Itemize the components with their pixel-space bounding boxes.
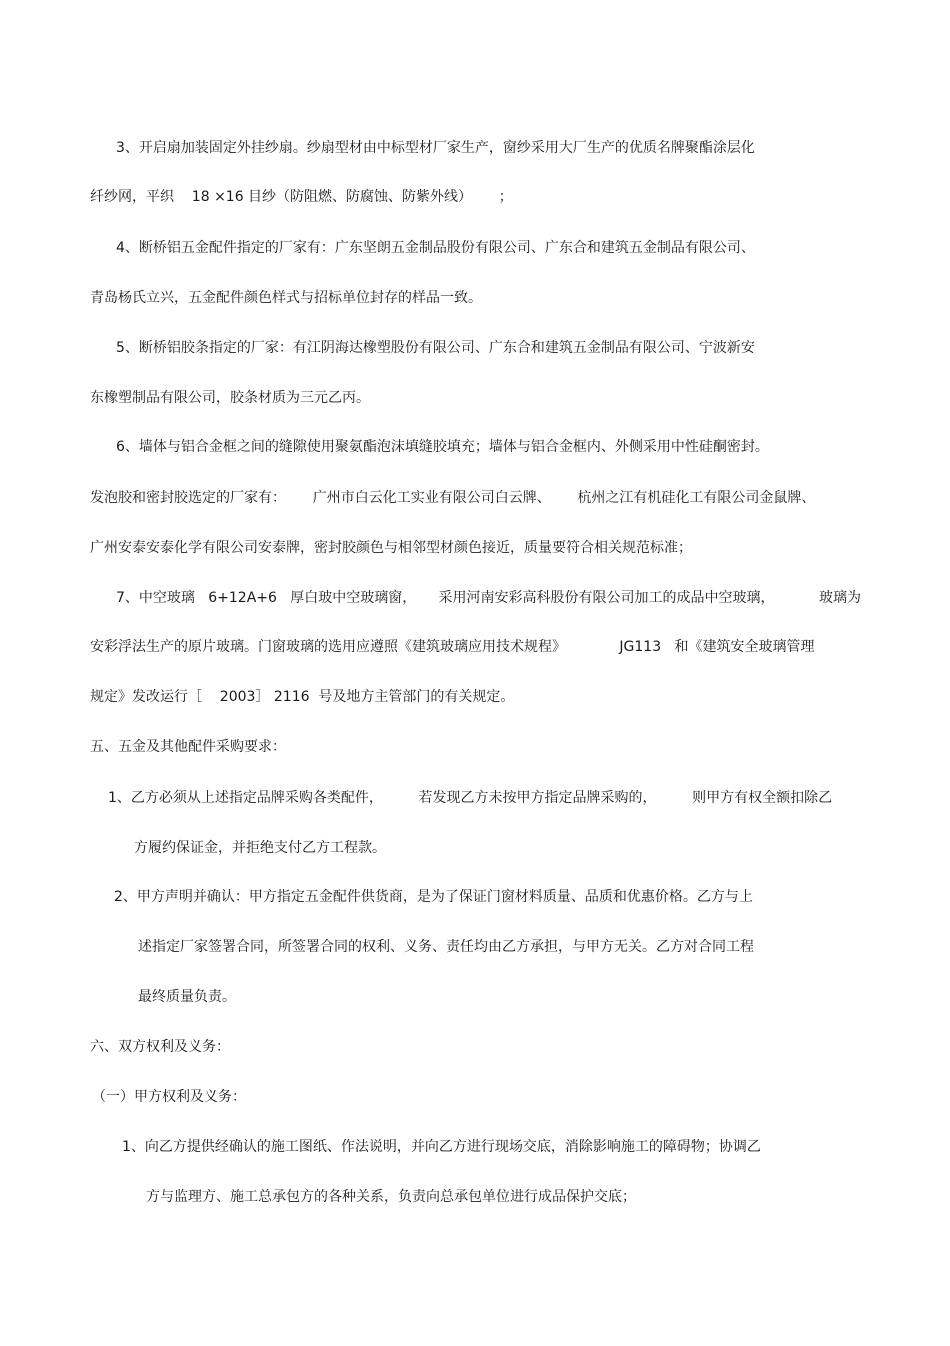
subsection-1-item-1-line-2: 方与监理方、施工总承包方的各种关系，负责向总承包单位进行成品保护交底；	[146, 1189, 636, 1205]
section-6-heading: 六、双方权利及义务：	[90, 1039, 230, 1055]
clause-7-line-3: 规定》发改运行［ 2003］ 2116 号及地方主管部门的有关规定。	[90, 689, 515, 705]
subsection-1-heading: （一）甲方权利及义务：	[92, 1089, 246, 1105]
section-5-item-1-line-2: 方履约保证金，并拒绝支付乙方工程款。	[134, 840, 386, 856]
clause-5-line-2: 东橡塑制品有限公司，胶条材质为三元乙丙。	[90, 390, 370, 406]
clause-6-line-1: 6、墙体与铝合金框之间的缝隙使用聚氨酯泡沫填缝胶填充；墙体与铝合金框内、外侧采用中性硅酮密封。	[116, 439, 769, 455]
clause-3-line-2: 纤纱网，平织 18 ×16 目纱（防阻燃、防腐蚀、防紫外线） ；	[90, 189, 513, 205]
clause-4-line-2: 青岛杨氏立兴，五金配件颜色样式与招标单位封存的样品一致。	[90, 290, 482, 306]
section-5-item-1-line-1: 1、乙方必须从上述指定品牌采购各类配件， 若发现乙方未按甲方指定品牌采购的， 则甲方有权全额扣除乙	[108, 790, 833, 806]
section-5-heading: 五、五金及其他配件采购要求：	[90, 739, 286, 755]
section-5-item-2-line-2: 述指定厂家签署合同，所签署合同的权利、义务、责任均由乙方承担，与甲方无关。乙方对合同工程	[138, 939, 754, 955]
clause-3-line-1: 3、开启扇加装固定外挂纱扇。纱扇型材由中标型材厂家生产，窗纱采用大厂生产的优质名牌聚酯涂层化	[116, 140, 755, 156]
clause-6-line-2: 发泡胶和密封胶选定的厂家有： 广州市白云化工实业有限公司白云牌、 杭州之江有机硅化工有限公司金鼠牌、	[90, 490, 816, 506]
clause-4-line-1: 4、断桥铝五金配件指定的厂家有：广东坚朗五金制品股份有限公司、广东合和建筑五金制品有限公司、	[116, 240, 755, 256]
subsection-1-item-1-line-1: 1、向乙方提供经确认的施工图纸、作法说明，并向乙方进行现场交底，消除影响施工的障碍物；协调乙	[122, 1139, 761, 1155]
clause-7-line-1: 7、中空玻璃 6+12A+6 厚白玻中空玻璃窗， 采用河南安彩高科股份有限公司加工的成品中空玻璃， 玻璃为	[116, 590, 862, 606]
clause-7-line-2: 安彩浮法生产的原片玻璃。门窗玻璃的选用应遵照《建筑玻璃应用技术规程》 JG113 和《建筑安全玻璃管理	[90, 639, 815, 655]
section-5-item-2-line-3: 最终质量负责。	[138, 989, 236, 1005]
clause-5-line-1: 5、断桥铝胶条指定的厂家：有江阴海达橡塑股份有限公司、广东合和建筑五金制品有限公司、宁波新安	[116, 340, 755, 356]
clause-6-line-3: 广州安泰安泰化学有限公司安泰牌，密封胶颜色与相邻型材颜色接近，质量要符合相关规范标准；	[90, 540, 692, 556]
section-5-item-2-line-1: 2、甲方声明并确认：甲方指定五金配件供货商，是为了保证门窗材料质量、品质和优惠价格。乙方与上	[114, 889, 753, 905]
